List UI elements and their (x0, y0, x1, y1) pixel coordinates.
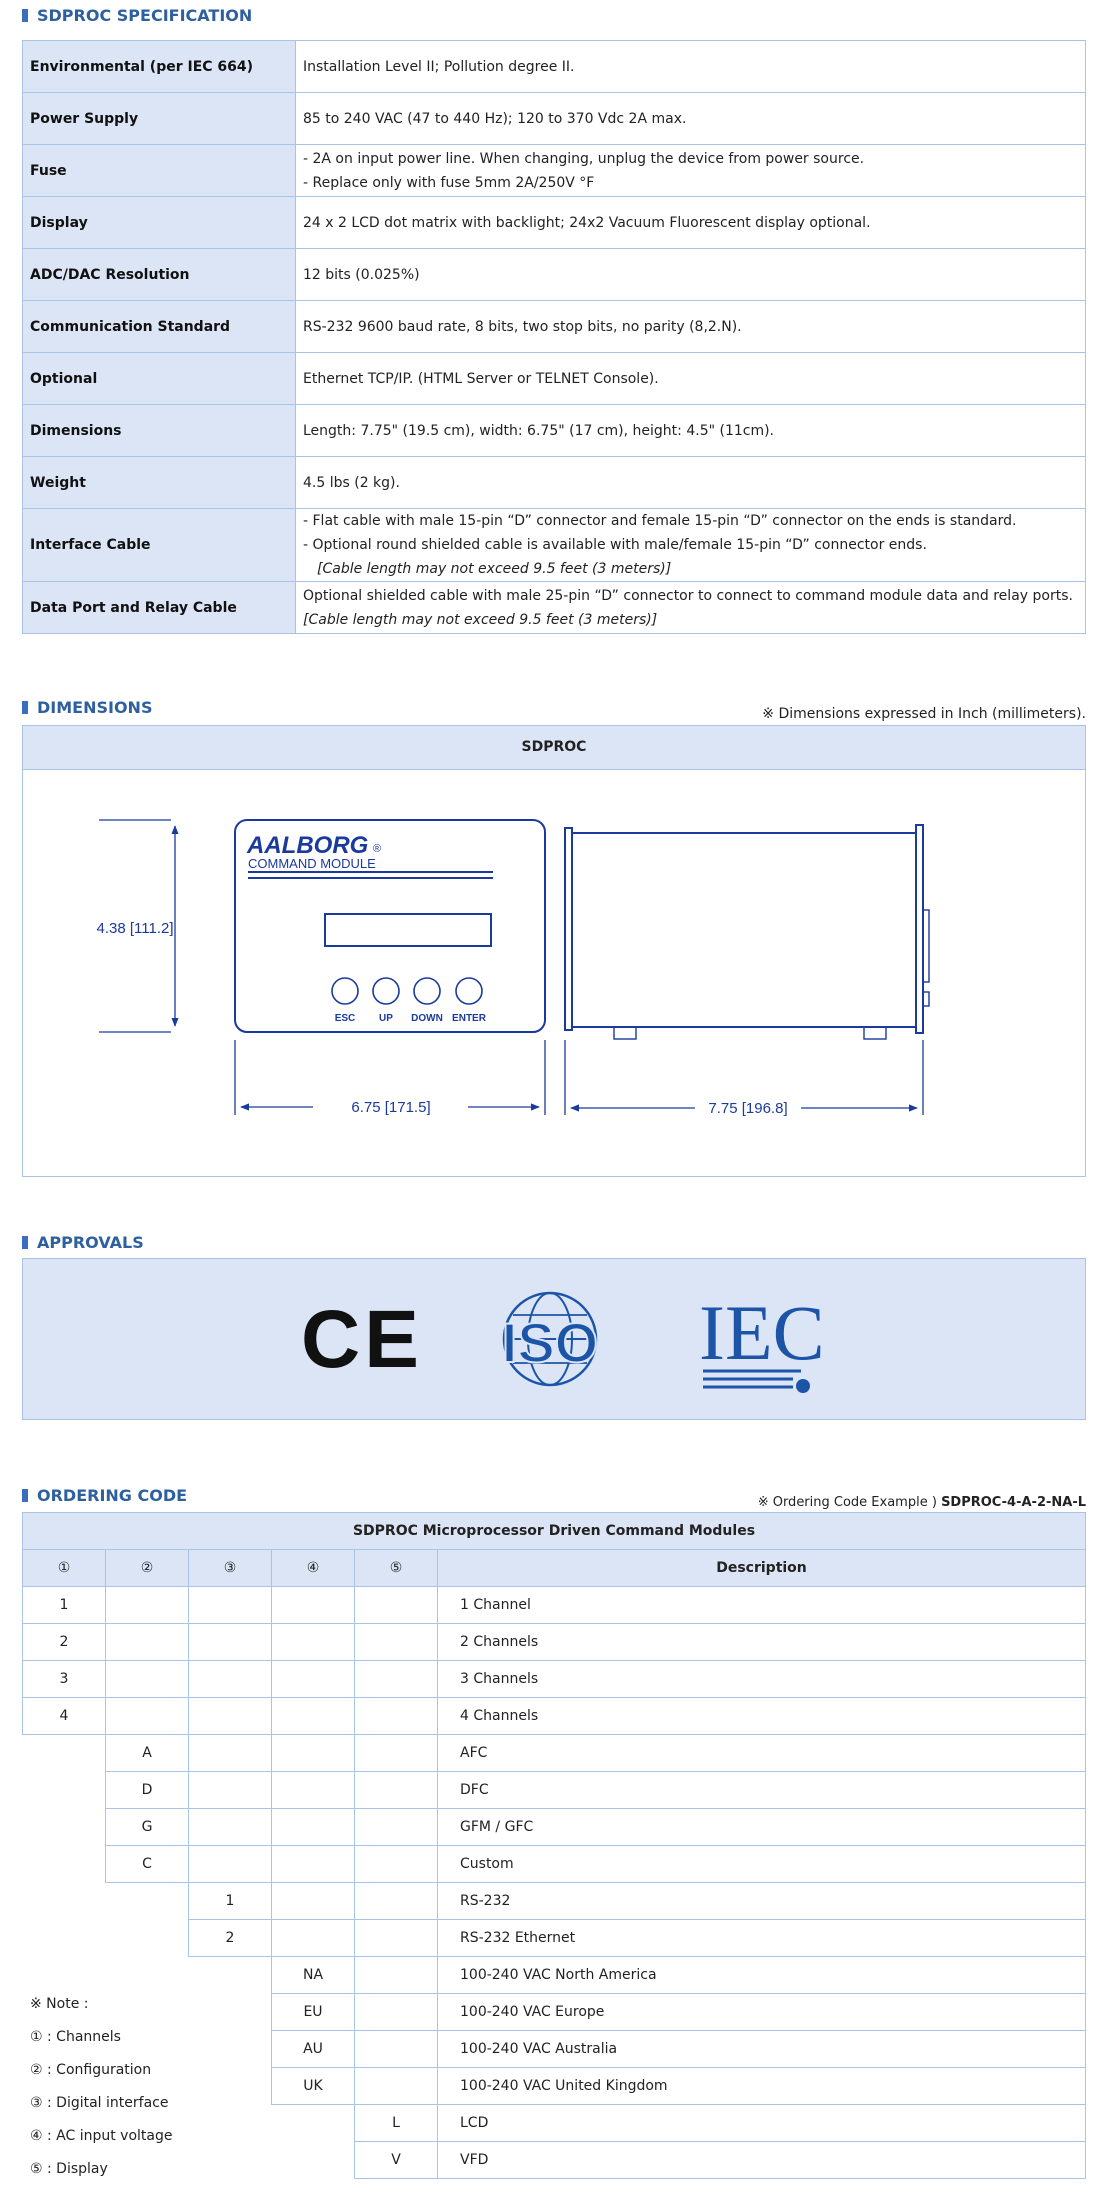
iso-logo-text: ISO (501, 1311, 599, 1374)
ordering-empty-cell (355, 1883, 438, 1920)
side-view-rear-plate (916, 825, 923, 1033)
spec-value-line: Optional shielded cable with male 25-pin “D” connector to connect to command module data and relay ports. (303, 587, 1073, 604)
ce-logo (301, 1294, 423, 1385)
ordering-desc-cell: 100-240 VAC North America (438, 1957, 1086, 1994)
spec-value (296, 405, 1086, 457)
dimensions-box (22, 725, 1086, 1177)
section-marker-icon (22, 1489, 28, 1502)
ordering-empty-cell (355, 2068, 438, 2105)
ordering-empty-cell (272, 1772, 355, 1809)
spec-row (23, 249, 1086, 301)
ordering-desc-cell: RS-232 (438, 1883, 1086, 1920)
ordering-col-head: ④ (272, 1550, 355, 1587)
ordering-empty-cell (23, 1846, 106, 1883)
ordering-col-head: ③ (189, 1550, 272, 1587)
ordering-empty-cell (272, 1624, 355, 1661)
spec-section-title (22, 6, 252, 25)
spec-value (296, 457, 1086, 509)
spec-value-line: Ethernet TCP/IP. (HTML Server or TELNET Console). (303, 370, 659, 387)
spec-label: Environmental (per IEC 664) (23, 41, 296, 93)
esc-key-icon (332, 978, 358, 1004)
ordering-code-cell: 4 (23, 1698, 106, 1735)
ordering-note-line: ⑤ : Display (30, 2161, 108, 2177)
ordering-row (23, 1957, 1086, 1994)
spec-row (23, 145, 1086, 197)
ordering-desc-cell: Custom (438, 1846, 1086, 1883)
spec-label: Display (23, 197, 296, 249)
up-key-icon (373, 978, 399, 1004)
enter-key-label: ENTER (452, 1013, 486, 1024)
spec-row (23, 197, 1086, 249)
ordering-row (23, 1920, 1086, 1957)
ordering-empty-cell (23, 1735, 106, 1772)
ordering-desc-cell: LCD (438, 2105, 1086, 2142)
ordering-empty-cell (106, 1957, 189, 1994)
ordering-desc-cell: 100-240 VAC Australia (438, 2031, 1086, 2068)
approval-logos (23, 1259, 1085, 1419)
ordering-desc-cell: RS-232 Ethernet (438, 1920, 1086, 1957)
ordering-row (23, 1994, 1086, 2031)
ordering-code-cell: NA (272, 1957, 355, 1994)
up-key-label: UP (379, 1013, 393, 1024)
ordering-desc-cell: 100-240 VAC Europe (438, 1994, 1086, 2031)
ordering-notes (30, 1994, 173, 2192)
side-view-front-plate (565, 828, 572, 1030)
ce-logo-text: CE (301, 1294, 423, 1385)
ordering-empty-cell (355, 1624, 438, 1661)
spec-label: Fuse (23, 145, 296, 197)
side-view-body (572, 833, 916, 1027)
ordering-row (23, 1735, 1086, 1772)
ordering-desc-cell: GFM / GFC (438, 1809, 1086, 1846)
spec-value-line: [Cable length may not exceed 9.5 feet (3 meters)] (303, 611, 658, 628)
dimensions-title-text: DIMENSIONS (37, 698, 153, 717)
ordering-code-cell: V (355, 2142, 438, 2179)
spec-label: Power Supply (23, 93, 296, 145)
spec-value-line: [Cable length may not exceed 9.5 feet (3 meters)] (317, 561, 672, 577)
ordering-empty-cell (189, 1587, 272, 1624)
ordering-code-cell: G (106, 1809, 189, 1846)
ordering-section-title (22, 1486, 187, 1505)
ordering-code-cell: 2 (189, 1920, 272, 1957)
ordering-row (23, 1846, 1086, 1883)
ordering-row (23, 1661, 1086, 1698)
ordering-row (23, 2031, 1086, 2068)
dimensions-box-title: SDPROC (23, 726, 1085, 770)
enter-key-icon (456, 978, 482, 1004)
spec-row (23, 41, 1086, 93)
ordering-row (23, 1624, 1086, 1661)
ordering-empty-cell (355, 1846, 438, 1883)
ordering-table-title-row (23, 1513, 1086, 1550)
ordering-empty-cell (272, 1661, 355, 1698)
ordering-desc-cell: 3 Channels (438, 1661, 1086, 1698)
ordering-empty-cell (272, 1920, 355, 1957)
ordering-empty-cell (23, 1920, 106, 1957)
ordering-code-cell: EU (272, 1994, 355, 2031)
ordering-empty-cell (189, 1698, 272, 1735)
ordering-empty-cell (189, 1772, 272, 1809)
ordering-code-cell: AU (272, 2031, 355, 2068)
ordering-note-line: ① : Channels (30, 2029, 121, 2045)
ordering-table-header-row (23, 1550, 1086, 1587)
display-window (325, 914, 491, 946)
ordering-desc-cell: VFD (438, 2142, 1086, 2179)
ordering-empty-cell (23, 1772, 106, 1809)
dimensions-section-title (22, 698, 152, 717)
ordering-empty-cell (355, 1920, 438, 1957)
ordering-example-code: SDPROC-4-A-2-NA-L (941, 1495, 1086, 1510)
spec-value (296, 582, 1086, 634)
spec-value (296, 509, 1086, 582)
spec-value (296, 145, 1086, 197)
ordering-table (22, 1512, 1086, 2179)
ordering-empty-cell (355, 1735, 438, 1772)
ordering-desc-head: Description (438, 1550, 1086, 1587)
iec-logo-text: IEC (699, 1289, 825, 1376)
spec-label: Interface Cable (23, 509, 296, 582)
ordering-desc-cell: 1 Channel (438, 1587, 1086, 1624)
ordering-code-cell: A (106, 1735, 189, 1772)
spec-row (23, 405, 1086, 457)
spec-row (23, 93, 1086, 145)
ordering-code-cell: 1 (189, 1883, 272, 1920)
ordering-table-title: SDPROC Microprocessor Driven Command Modules (23, 1513, 1086, 1550)
ordering-empty-cell (355, 2031, 438, 2068)
ordering-code-cell: C (106, 1846, 189, 1883)
section-marker-icon (22, 9, 28, 22)
ordering-empty-cell (272, 1883, 355, 1920)
ordering-col-head: ② (106, 1550, 189, 1587)
height-label: 4.38 [111.2] (96, 920, 174, 937)
spec-label: Data Port and Relay Cable (23, 582, 296, 634)
ordering-empty-cell (272, 1698, 355, 1735)
spec-value-line: Length: 7.75" (19.5 cm), width: 6.75" (17 cm), height: 4.5" (11cm). (303, 422, 775, 439)
ordering-empty-cell (106, 1698, 189, 1735)
ordering-empty-cell (106, 1661, 189, 1698)
ordering-empty-cell (189, 1809, 272, 1846)
ordering-empty-cell (189, 1661, 272, 1698)
spec-label: ADC/DAC Resolution (23, 249, 296, 301)
ordering-empty-cell (189, 1846, 272, 1883)
ordering-row (23, 1698, 1086, 1735)
approvals-box (22, 1258, 1086, 1420)
ordering-empty-cell (189, 2142, 272, 2179)
ordering-empty-cell (189, 1957, 272, 1994)
ordering-empty-cell (355, 1698, 438, 1735)
ordering-empty-cell (189, 2068, 272, 2105)
spec-label: Optional (23, 353, 296, 405)
ordering-code-cell: 2 (23, 1624, 106, 1661)
ordering-empty-cell (355, 1994, 438, 2031)
spec-value-line: 24 x 2 LCD dot matrix with backlight; 24x2 Vacuum Fluorescent display optional. (303, 214, 871, 231)
ordering-row (23, 1587, 1086, 1624)
approvals-title-text: APPROVALS (37, 1233, 144, 1252)
ordering-note-line: ② : Configuration (30, 2062, 152, 2078)
esc-key-label: ESC (334, 1013, 356, 1024)
spec-value-line: Installation Level II; Pollution degree II. (303, 58, 575, 75)
section-marker-icon (22, 701, 28, 714)
spec-row (23, 582, 1086, 634)
ordering-empty-cell (189, 2031, 272, 2068)
dimension-drawing (23, 770, 1085, 1175)
ordering-desc-cell: 100-240 VAC United Kingdom (438, 2068, 1086, 2105)
ordering-empty-cell (106, 1883, 189, 1920)
registered-mark: ® (373, 843, 382, 855)
ordering-example-label: ※ Ordering Code Example ) (757, 1495, 937, 1510)
ordering-empty-cell (189, 1624, 272, 1661)
spec-label: Communication Standard (23, 301, 296, 353)
spec-value-line: - Flat cable with male 15-pin “D” connector and female 15-pin “D” connector on the ends is standard. (303, 513, 1017, 529)
spec-table (22, 40, 1086, 634)
ordering-empty-cell (355, 1772, 438, 1809)
ordering-code-cell: UK (272, 2068, 355, 2105)
ordering-col-head: ① (23, 1550, 106, 1587)
spec-value (296, 353, 1086, 405)
ordering-empty-cell (272, 1846, 355, 1883)
ordering-code-cell: D (106, 1772, 189, 1809)
ordering-code-cell: 1 (23, 1587, 106, 1624)
ordering-row (23, 1883, 1086, 1920)
ordering-empty-cell (355, 1957, 438, 1994)
spec-value (296, 197, 1086, 249)
dimensions-note: ※ Dimensions expressed in Inch (millimeters). (762, 706, 1086, 722)
ordering-empty-cell (272, 2142, 355, 2179)
ordering-example (758, 1495, 1086, 1510)
ordering-empty-cell (106, 1624, 189, 1661)
spec-value (296, 93, 1086, 145)
spec-value-line: - 2A on input power line. When changing, unplug the device from power source. (303, 150, 865, 167)
spec-value-line: 4.5 lbs (2 kg). (303, 474, 400, 491)
width-label: 6.75 [171.5] (351, 1099, 431, 1116)
iso-logo (502, 1293, 598, 1385)
spec-row (23, 457, 1086, 509)
spec-value-line: 12 bits (0.025%) (303, 266, 420, 283)
ordering-desc-cell: DFC (438, 1772, 1086, 1809)
ordering-empty-cell (106, 1920, 189, 1957)
spec-row (23, 509, 1086, 582)
iec-logo (699, 1289, 825, 1393)
approvals-section-title (22, 1233, 144, 1252)
spec-row (23, 353, 1086, 405)
ordering-empty-cell (106, 1587, 189, 1624)
spec-label: Weight (23, 457, 296, 509)
ordering-desc-cell: 2 Channels (438, 1624, 1086, 1661)
ordering-note-line: ④ : AC input voltage (30, 2128, 173, 2144)
side-view-foot-left (614, 1027, 636, 1039)
ordering-empty-cell (189, 1994, 272, 2031)
down-key-icon (414, 978, 440, 1004)
module-label: COMMAND MODULE (248, 856, 376, 871)
ordering-note-line: ※ Note : (30, 1996, 89, 2012)
ordering-empty-cell (272, 1735, 355, 1772)
ordering-empty-cell (189, 2105, 272, 2142)
ordering-row (23, 2068, 1086, 2105)
ordering-empty-cell (355, 1809, 438, 1846)
spec-value (296, 249, 1086, 301)
spec-title-text: SDPROC SPECIFICATION (37, 6, 253, 25)
spec-value-line: RS-232 9600 baud rate, 8 bits, two stop bits, no parity (8,2.N). (303, 318, 742, 335)
spec-row (23, 301, 1086, 353)
spec-value-line: - Replace only with fuse 5mm 2A/250V °F (303, 174, 595, 191)
ordering-empty-cell (23, 1957, 106, 1994)
ordering-empty-cell (355, 1587, 438, 1624)
ordering-empty-cell (272, 1809, 355, 1846)
ordering-col-head: ⑤ (355, 1550, 438, 1587)
side-view-foot-right (864, 1027, 886, 1039)
spec-label: Dimensions (23, 405, 296, 457)
ordering-code-cell: 3 (23, 1661, 106, 1698)
section-marker-icon (22, 1236, 28, 1249)
ordering-code-cell: L (355, 2105, 438, 2142)
ordering-empty-cell (189, 1735, 272, 1772)
ordering-empty-cell (23, 1809, 106, 1846)
ordering-desc-cell: 4 Channels (438, 1698, 1086, 1735)
ordering-empty-cell (272, 2105, 355, 2142)
ordering-row (23, 2142, 1086, 2179)
spec-value (296, 301, 1086, 353)
ordering-empty-cell (23, 1883, 106, 1920)
ordering-row (23, 1772, 1086, 1809)
down-key-label: DOWN (411, 1013, 443, 1024)
ordering-empty-cell (272, 1587, 355, 1624)
spec-value (296, 41, 1086, 93)
ordering-desc-cell: AFC (438, 1735, 1086, 1772)
ordering-row (23, 1809, 1086, 1846)
spec-value-line: 85 to 240 VAC (47 to 440 Hz); 120 to 370 Vdc 2A max. (303, 110, 687, 127)
brand-logo: AALBORG (247, 832, 369, 859)
spec-value-line: - Optional round shielded cable is available with male/female 15-pin “D” connector ends. (303, 537, 927, 553)
ordering-empty-cell (355, 1661, 438, 1698)
ordering-title-text: ORDERING CODE (37, 1486, 188, 1505)
length-label: 7.75 [196.8] (708, 1100, 788, 1117)
ordering-row (23, 2105, 1086, 2142)
ordering-note-line: ③ : Digital interface (30, 2095, 169, 2111)
